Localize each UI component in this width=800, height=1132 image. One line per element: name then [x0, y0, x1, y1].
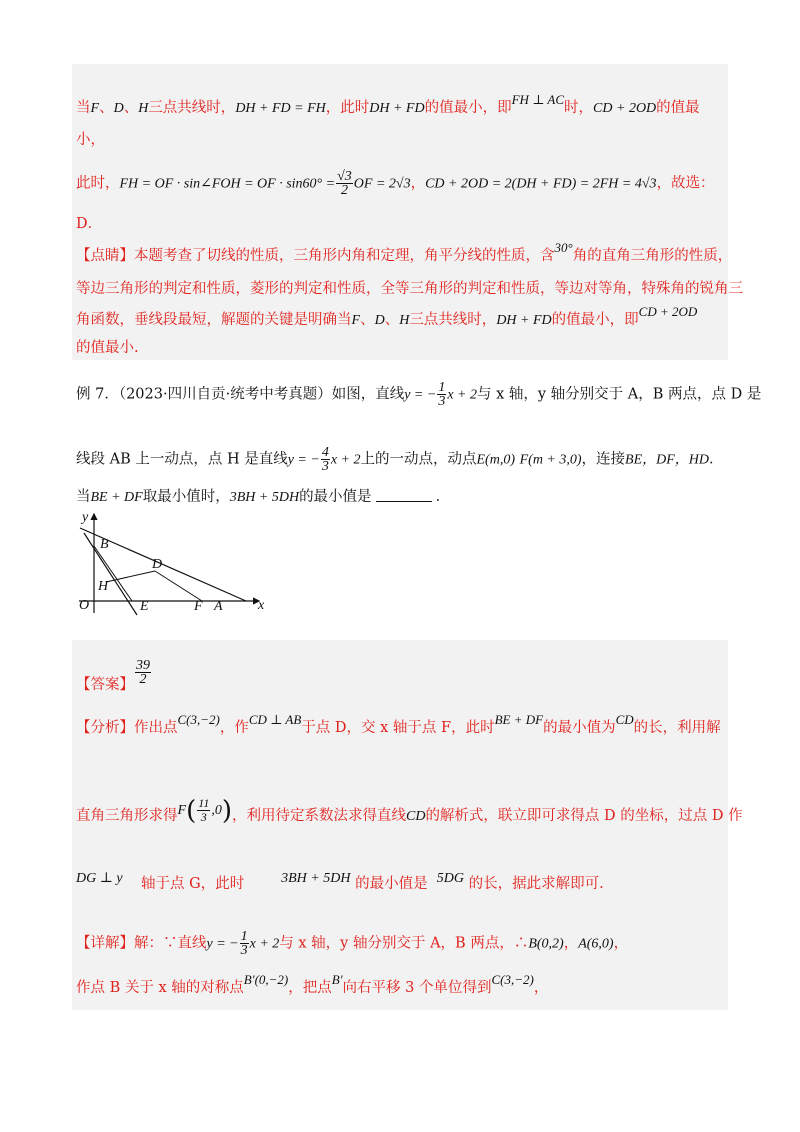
analysis-line-3: DG ⊥ y 轴于点 G，此时 3BH + 5DH 的最小值是 5DG 的长，据此求解即可.: [76, 871, 604, 892]
solution-line-4: D．: [76, 216, 103, 232]
comment-line-3: 角函数，垂线段最短，解题的关键是明确当F、D、H三点共线时，DH + FD的值最小，即CD + 2OD: [76, 304, 698, 328]
example-line-2: 线段 AB 上一动点，点 H 是直线y = − $\frac{4}{3}$ x + 2上的一动点，动点E(m,0) F(m + 3,0)，连接BE，DF，HD．: [76, 445, 724, 474]
point-F-coordinates: F( $\frac{11}{3}$ ,0): [177, 795, 232, 826]
analysis-line-1: 【分析】作出点C(3,−2)，作CD ⊥ AB于点 D，交 x 轴于点 F，此时BE + DF的最小值为CD的长，利用解: [76, 712, 721, 736]
comment-line-2: 等边三角形的判定和性质，菱形的判定和性质，全等三角形的判定和性质，等边对等角，特殊角的锐角三: [76, 281, 743, 297]
answer-fraction: $\frac{39}{2}$: [136, 658, 150, 687]
answer-line: 【答案】 $\frac{39}{2}$: [76, 658, 150, 693]
sqrt3-over-2-fraction: $\frac{√3}{2}$: [337, 169, 352, 198]
label-F: F: [194, 599, 203, 614]
geometry-figure: [74, 508, 274, 618]
example-line-3: 当BE + DF取最小值时，3BH + 5DH的最小值是 ．: [76, 489, 451, 505]
label-D: D: [152, 557, 163, 572]
solution-line-2: 小，: [76, 132, 105, 148]
label-y: y: [82, 510, 89, 525]
label-A: A: [214, 599, 223, 614]
label-O: O: [79, 598, 90, 613]
solution-line-1: 当F、D、H三点共线时，DH + FD = FH，此时DH + FD的值最小，即FH ⊥ AC时，CD + 2OD的值最: [76, 92, 700, 116]
four-thirds-fraction: $\frac{4}{3}$: [321, 445, 329, 474]
label-B: B: [100, 537, 109, 552]
line-through-B-H: [84, 533, 137, 615]
comment-line-1: 【点睛】本题考查了切线的性质，三角形内角和定理，角平分线的性质，含30°角的直角三角形的性质，: [76, 240, 733, 264]
segment-HD: [106, 571, 155, 582]
analysis-line-2: 直角三角形求得F( $\frac{11}{3}$ ,0)，利用待定系数法求得直线CD的解析式，联立即可求得点 D 的坐标，过点 D 作: [76, 795, 743, 826]
label-H: H: [98, 579, 109, 594]
answer-blank: [376, 487, 432, 502]
label-E: E: [140, 599, 149, 614]
detail-line-2: 作点 B 关于 x 轴的对称点B′(0,−2)，把点B′向右平移 3 个单位得到C(3,−2)，: [76, 972, 549, 996]
example-line-1: 例 7．（2023·四川自贡·统考中考真题）如图，直线y = − $\frac{1}{3}$ x + 2与 x 轴，y 轴分别交于 A，B 两点，点 D 是: [76, 380, 762, 409]
solution-line-3: 此时，FH = OF · sin∠FOH = OF · sin60° = $\frac{√3}{2}$ OF = 2√3，CD + 2OD = 2(DH + FD) = 2FH = 4√3，故选：: [76, 169, 715, 198]
comment-line-4: 的值最小.: [76, 340, 139, 356]
one-third-fraction: $\frac{1}{3}$: [438, 380, 446, 409]
segment-DF: [155, 571, 202, 601]
label-x: x: [258, 598, 265, 613]
one-third-fraction-detail: $\frac{1}{3}$: [240, 929, 248, 958]
detail-line-1: 【详解】解：∵直线y = − $\frac{1}{3}$ x + 2与 x 轴，y 轴分别交于 A，B 两点，∴B(0,2)，A(6,0)，: [76, 929, 629, 958]
